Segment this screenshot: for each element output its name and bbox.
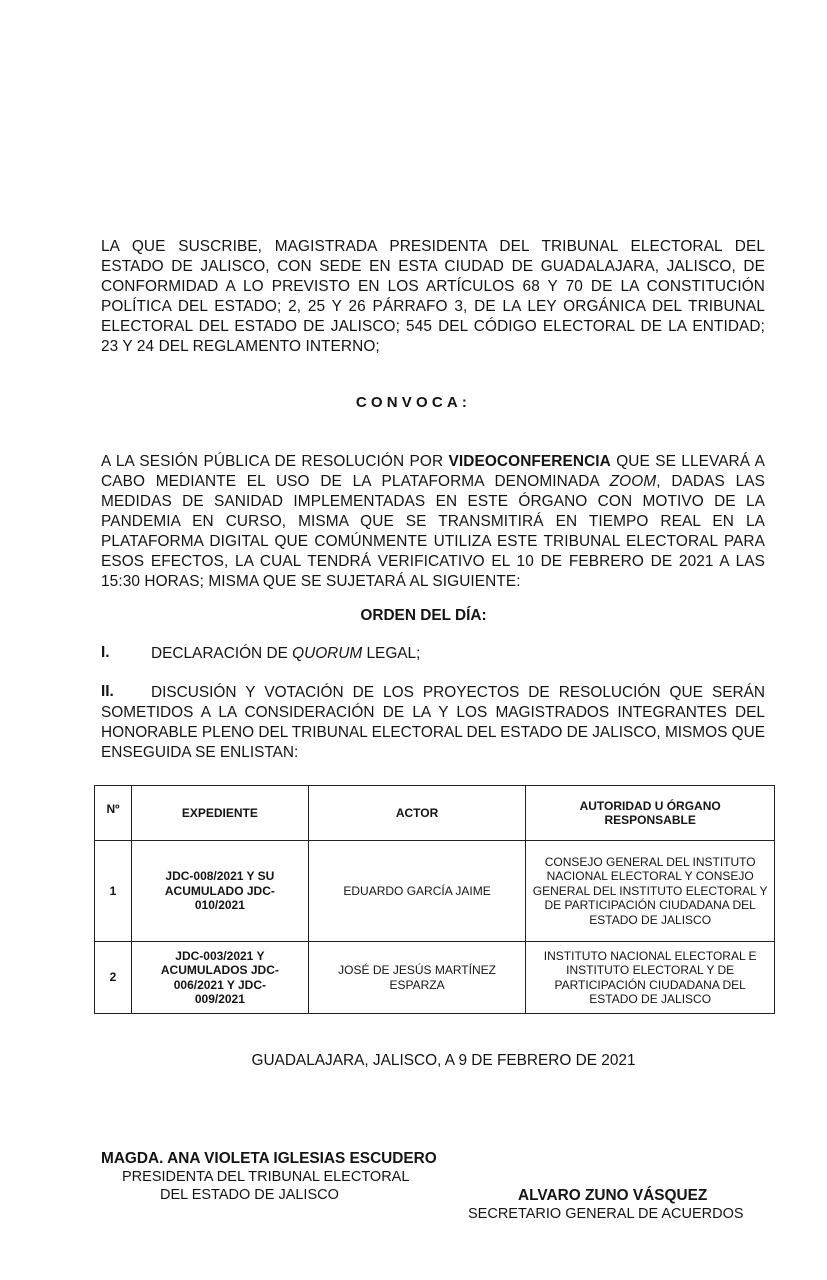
signatory-right-title: SECRETARIO GENERAL DE ACUERDOS (468, 1206, 744, 1222)
table-row (95, 942, 775, 1014)
item-1-text-pre: DECLARACIÓN DE (151, 645, 293, 662)
row-expediente: JDC-008/2021 Y SU ACUMULADO JDC-010/2021 (131, 841, 308, 942)
session-text-italic: ZOOM (609, 473, 657, 490)
row-expediente: JDC-003/2021 Y ACUMULADOS JDC-006/2021 Y JDC-009/2021 (131, 942, 308, 1014)
item-1-text-italic: QUORUM (292, 645, 363, 662)
header-num: Nº (95, 786, 132, 841)
orden-del-dia-heading: ORDEN DEL DÍA: (360, 607, 487, 624)
signatory-left-title-2: DEL ESTADO DE JALISCO (160, 1187, 339, 1203)
header-autoridad: AUTORIDAD U ÓRGANO RESPONSABLE (526, 786, 775, 841)
row-actor: EDUARDO GARCÍA JAIME (308, 841, 526, 942)
session-text-3: , DADAS LAS MEDIDAS DE SANIDAD IMPLEMENTADAS EN ESTE ÓRGANO CON MOTIVO DE LA PANDEMIA EN CURSO, MISMA QUE SE TRANSMITIRÁ EN TIEMPO REAL EN LA PLATAFORMA DIGITAL QUE COMÚNMENTE UTILIZA ESTE TRIBUNAL ELECTORAL PARA ESOS EFECTOS, LA CUAL TENDRÁ VERIFICATIVO EL 10 DE FEBRERO DE 2021 A LAS 15:30 HORAS; MISMA QUE SE SUJETARÁ AL SIGUIENTE: (101, 473, 765, 590)
session-text-bold: VIDEOCONFERENCIA (448, 453, 611, 470)
item-1-text-post: LEGAL; (362, 645, 421, 662)
row-num: 2 (95, 942, 132, 1014)
item-1-number: I. (101, 644, 110, 661)
intro-paragraph: LA QUE SUSCRIBE, MAGISTRADA PRESIDENTA DEL TRIBUNAL ELECTORAL DEL ESTADO DE JALISCO, CON SEDE EN ESTA CIUDAD DE GUADALAJARA, JALISCO, DE CONFORMIDAD A LO PREVISTO EN LOS ARTÍCULOS 68 Y 70 DE LA CONSTITUCIÓN POLÍTICA DEL ESTADO; 2, 25 Y 26 PÁRRAFO 3, DE LA LEY ORGÁNICA DEL TRIBUNAL ELECTORAL DEL ESTADO DE JALISCO; 545 DEL CÓDIGO ELECTORAL DE LA ENTIDAD; 23 Y 24 DEL REGLAMENTO INTERNO; (101, 238, 765, 355)
row-autoridad: INSTITUTO NACIONAL ELECTORAL E INSTITUTO ELECTORAL Y DE PARTICIPACIÓN CIUDADANA DEL ESTADO DE JALISCO (526, 942, 775, 1014)
item-1-text (151, 644, 765, 664)
session-text-2: QUE SE LLEVARÁ A CABO MEDIANTE EL USO DE LA PLATAFORMA DENOMINADA (101, 453, 765, 490)
table-row (95, 841, 775, 942)
header-expediente: EXPEDIENTE (131, 786, 308, 841)
header-actor: ACTOR (308, 786, 526, 841)
table-header-row (95, 786, 775, 841)
row-num: 1 (95, 841, 132, 942)
session-paragraph (101, 452, 765, 592)
signatory-right-name: ALVARO ZUNO VÁSQUEZ (518, 1187, 708, 1204)
row-autoridad: CONSEJO GENERAL DEL INSTITUTO NACIONAL ELECTORAL Y CONSEJO GENERAL DEL INSTITUTO ELECTORAL Y DE PARTICIPACIÓN CIUDADANA DEL ESTADO DE JALISCO (526, 841, 775, 942)
convoca-heading: CONVOCA: (355, 394, 472, 411)
signatory-left-name: MAGDA. ANA VIOLETA IGLESIAS ESCUDERO (101, 1150, 437, 1167)
row-actor: JOSÉ DE JESÚS MARTÍNEZ ESPARZA (308, 942, 526, 1014)
item-2-text: DISCUSIÓN Y VOTACIÓN DE LOS PROYECTOS DE RESOLUCIÓN QUE SERÁN SOMETIDOS A LA CONSIDERACIÓN DE LA Y LOS MAGISTRADOS INTEGRANTES DEL HONORABLE PLENO DEL TRIBUNAL ELECTORAL DEL ESTADO DE JALISCO, MISMOS QUE ENSEGUIDA SE ENLISTAN: (101, 684, 765, 761)
item-2-number: II. (101, 683, 114, 700)
expedientes-table (94, 785, 775, 1014)
place-date-line: GUADALAJARA, JALISCO, A 9 DE FEBRERO DE 2021 (251, 1052, 636, 1069)
signatory-left-title-1: PRESIDENTA DEL TRIBUNAL ELECTORAL (122, 1169, 410, 1185)
session-text-1: A LA SESIÓN PÚBLICA DE RESOLUCIÓN POR (101, 453, 449, 470)
